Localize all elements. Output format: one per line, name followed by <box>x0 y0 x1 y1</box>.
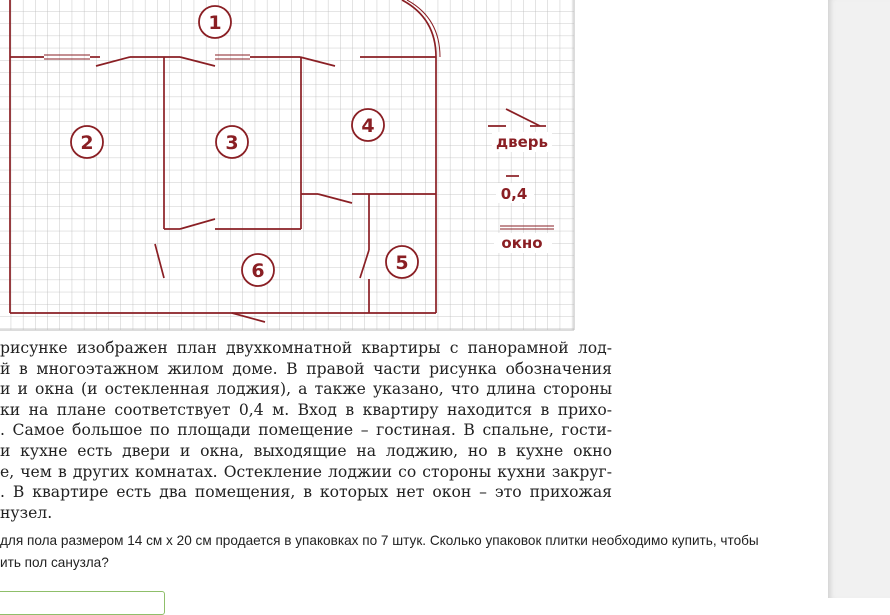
description-line: . Самое большое по площади помещение – гостиная. В спальне, гости- <box>0 421 612 440</box>
room-marker-2 <box>71 126 103 158</box>
legend-scale-label: 0,4 <box>500 185 528 203</box>
room-marker-4 <box>352 109 384 141</box>
room-marker-3 <box>216 126 248 158</box>
grid-background <box>0 0 574 330</box>
apartment-floor-plan <box>0 0 580 335</box>
legend-door-label: дверь <box>495 133 549 151</box>
description-line: нузел. <box>0 503 53 522</box>
question-text <box>0 530 820 573</box>
description-line: й в многоэтажном жилом доме. В правой части рисунка обозначения <box>0 359 612 378</box>
room-number: 4 <box>361 115 375 137</box>
room-number: 6 <box>251 260 265 282</box>
description-line: . В квартире есть два помещения, в которых нет окон – это прихожая <box>0 483 612 502</box>
description-line: е, чем в других комнатах. Остекление лоджии со стороны кухни закруг- <box>0 462 612 481</box>
description-line: рисунке изображен план двухкомнатной квартиры с панорамной лод- <box>0 339 612 357</box>
description-line: ки на плане соответствует 0,4 м. Вход в квартиру находится в прихо- <box>0 400 612 419</box>
question-line: для пола размером 14 см х 20 см продается в упаковках по 7 штук. Сколько упаковок плитки необходимо купить, чтобы <box>0 533 759 548</box>
description-line: и и окна (и остекленная лоджия), а также указано, что длина стороны <box>0 380 612 399</box>
answer-input[interactable] <box>0 591 165 615</box>
room-number: 2 <box>80 132 94 154</box>
room-number: 3 <box>225 132 239 154</box>
room-marker-6 <box>242 254 274 286</box>
page-gutter <box>828 0 890 598</box>
room-number: 1 <box>208 12 222 34</box>
question-line: ить пол санузла? <box>0 554 109 570</box>
room-marker-1 <box>199 6 231 38</box>
room-marker-5 <box>386 246 418 278</box>
legend-window-label: окно <box>501 234 543 252</box>
problem-description <box>0 338 612 523</box>
room-number: 5 <box>395 252 409 274</box>
description-line: и кухне есть двери и окна, выходящие на лоджию, но в кухне окно <box>0 441 612 460</box>
